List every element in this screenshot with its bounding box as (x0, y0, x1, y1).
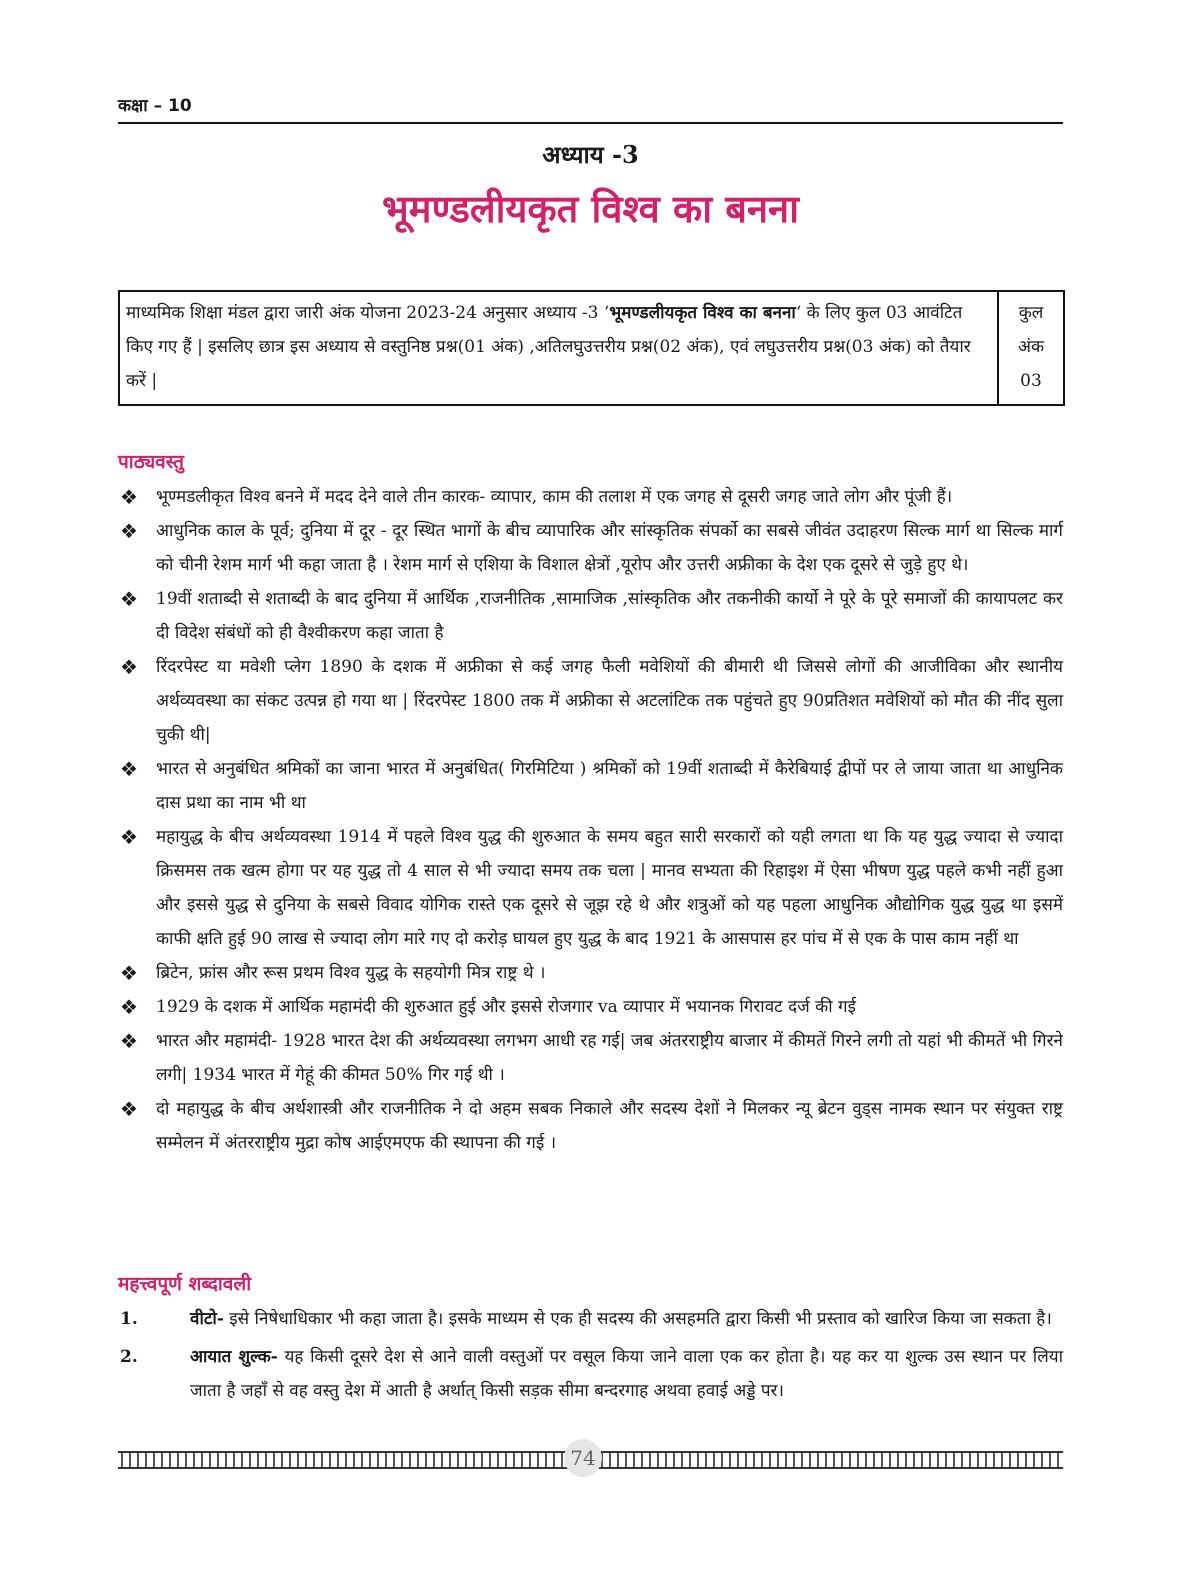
diamond-bullet-icon: ❖ (120, 961, 138, 985)
marks-scheme-text (120, 292, 999, 404)
list-item: ❖ 19वीं शताब्दी से शताब्दी के बाद दुनिया में आर्थिक ,राजनीतिक ,सामाजिक ,सांस्कृतिक और तकनीकी कार्यो ने पूरे के पूरे समाजों की कायापलट कर दी विदेश संबंधों को ही वैश्वीकरण कहा जाता है (118, 582, 1063, 650)
list-item: ❖ आधुनिक काल के पूर्व; दुनिया में दूर - दूर स्थित भागों के बीच व्यापारिक और सांस्कृतिक संपर्को का सबसे जीवंत उदाहरण सिल्क मार्ग था सिल्क मार्ग को चीनी रेशम मार्ग भी कहा जाता है । रेशम मार्ग से एशिया के विशाल क्षेत्रों ,यूरोप और उत्तरी अफ्रीका के देश एक दूसरे से जुड़े हुए थे। (118, 514, 1063, 582)
diamond-bullet-icon: ❖ (120, 587, 138, 611)
glossary-number: 1. (120, 1309, 138, 1329)
chapter-title: भूमण्डलीयकृत विश्व का बनना (382, 187, 799, 231)
glossary-definition: यह किसी दूसरे देश से आने वाली वस्तुओं पर वसूल किया जाने वाला एक कर होता है। यह कर या शुल्क उस स्थान पर लिया जाता है जहाँ से वह वस्तु देश में आती है अर्थात् किसी सड़क सीमा बन्दरगाह अथवा हवाई अड्डे पर। (190, 1347, 1063, 1401)
total-marks-line2: अंक (1017, 337, 1045, 357)
list-item: ❖ भारत और महामंदी- 1928 भारत देश की अर्थव्यवस्था लगभग आधी रह गई| जब अंतरराष्ट्रीय बाजार में कीमतें गिरने लगी तो यहां भी कीमतें भी गिरने लगी| 1934 भारत में गेहूं की कीमत 50% गिर गई थी । (118, 1024, 1063, 1092)
total-marks-line1: कुल (1018, 303, 1044, 323)
glossary-term: आयात शुल्क- (190, 1347, 278, 1367)
list-item: ❖ रिंदरपेस्ट या मवेशी प्लेग 1890 के दशक में अफ्रीका से कई जगह फैली मवेशियों की बीमारी थी जिससे लोगों की आजीविका और स्थानीय अर्थव्यवस्था का संकट उत्पन्न हो गया था | रिंदरपेस्ट 1800 तक में अफ्रीका से अटलांटिक तक पहुंचते हुए 90प्रतिशत मवेशियों को मौत की नींद सुला चुकी थी| (118, 650, 1063, 752)
glossary-term: वीटो- (190, 1309, 224, 1329)
diamond-bullet-icon: ❖ (120, 995, 138, 1019)
header-rule (118, 122, 1063, 124)
list-item: ❖ भूण्मडलीकृत विश्व बनने में मदद देने वाले तीन कारक- व्यापार, काम की तलाश में एक जगह से दूसरी जगह जाते लोग और पूंजी हैं। (118, 480, 1063, 514)
diamond-bullet-icon: ❖ (120, 1029, 138, 1053)
list-item: ❖ दो महायुद्ध के बीच अर्थशास्त्री और राजनीतिक ने दो अहम सबक निकाले और सदस्य देशों ने मिलकर न्यू ब्रेटन वुड्स नामक स्थान पर संयुक्त राष्ट्र सम्मेलन में अंतरराष्ट्रीय मुद्रा कोष आईएमएफ की स्थापना की गई । (118, 1092, 1063, 1160)
marks-text-part1: माध्यमिक शिक्षा मंडल द्वारा जारी अंक योजना 2023-24 अनुसार अध्याय -3 ‘ (126, 303, 610, 323)
diamond-bullet-icon: ❖ (120, 825, 138, 849)
diamond-bullet-icon: ❖ (120, 1097, 138, 1121)
page-footer (118, 1445, 1063, 1471)
total-marks-cell (999, 292, 1063, 404)
diamond-bullet-icon: ❖ (120, 519, 138, 543)
marks-text-part2: ‘ के लिए कुल 03 आवंटित किए गए हैं | इसलिए छात्र इस अध्याय से वस्तुनिष्ठ प्रश्न(01 अंक) ,अतिलघुउत्तरीय प्रश्न(02 अंक), एवं लघुउत्तरीय प्रश्न(03 अंक) को तैयार करें | (126, 303, 971, 391)
glossary-list (118, 1302, 1063, 1412)
list-item: ❖ ब्रिटेन, फ्रांस और रूस प्रथम विश्व युद्ध के सहयोगी मित्र राष्ट्र थे । (118, 956, 1063, 990)
diamond-bullet-icon: ❖ (120, 655, 138, 679)
glossary-definition: इसे निषेधाधिकार भी कहा जाता है। इसके माध्यम से एक ही सदस्य की असहमति द्वारा किसी भी प्रस्ताव को खारिज किया जा सकता है। (223, 1309, 1052, 1329)
glossary-item (118, 1302, 1063, 1336)
marks-scheme-box (118, 290, 1065, 406)
list-item: ❖ 1929 के दशक में आर्थिक महामंदी की शुरुआत हुई और इससे रोजगार va व्यापार में भयानक गिरावट दर्ज की गई (118, 990, 1063, 1024)
diamond-bullet-icon: ❖ (120, 485, 138, 509)
glossary-item (118, 1340, 1063, 1408)
class-label: कक्षा – 10 (118, 96, 192, 116)
content-bullet-list (118, 480, 1063, 1160)
total-marks-value: 03 (1020, 371, 1042, 391)
marks-text-bold: भूमण्डलीयकृत विश्व का बनना (609, 303, 796, 323)
content-heading: पाठ्यवस्तु (118, 451, 184, 473)
list-item: ❖ महायुद्ध के बीच अर्थव्यवस्था 1914 में पहले विश्व युद्ध की शुरुआत के समय बहुत सारी सरकारों को यही लगता था कि यह युद्ध ज्यादा से ज्यादा क्रिसमस तक खत्म होगा पर यह युद्ध तो 4 साल से भी ज्यादा समय तक चला | मानव सभ्यता की रिहाइश में ऐसा भीषण युद्ध पहले कभी नहीं हुआ और इससे युद्ध से दुनिया के सबसे विवाद योगिक रास्ते एक दूसरे से जूझ रहे थे और शत्रुओं को यह पहला आधुनिक औद्योगिक युद्ध युद्ध था इसमें काफी क्षति हुई 90 लाख से ज्यादा लोग मारे गए दो करोड़ घायल हुए युद्ध के बाद 1921 के आसपास हर पांच में से एक के पास काम नहीं था (118, 820, 1063, 956)
chapter-number: अध्याय -3 (542, 140, 639, 169)
diamond-bullet-icon: ❖ (120, 757, 138, 781)
glossary-heading: महत्त्वपूर्ण शब्दावली (118, 1273, 252, 1295)
page-number: 74 (564, 1439, 602, 1477)
glossary-number: 2. (120, 1347, 138, 1367)
list-item: ❖ भारत से अनुबंधित श्रमिकों का जाना भारत में अनुबंधित( गिरमिटिया ) श्रमिकों को 19वीं शताब्दी में कैरेबियाई द्वीपों पर ले जाया जाता था आधुनिक दास प्रथा का नाम भी था (118, 752, 1063, 820)
